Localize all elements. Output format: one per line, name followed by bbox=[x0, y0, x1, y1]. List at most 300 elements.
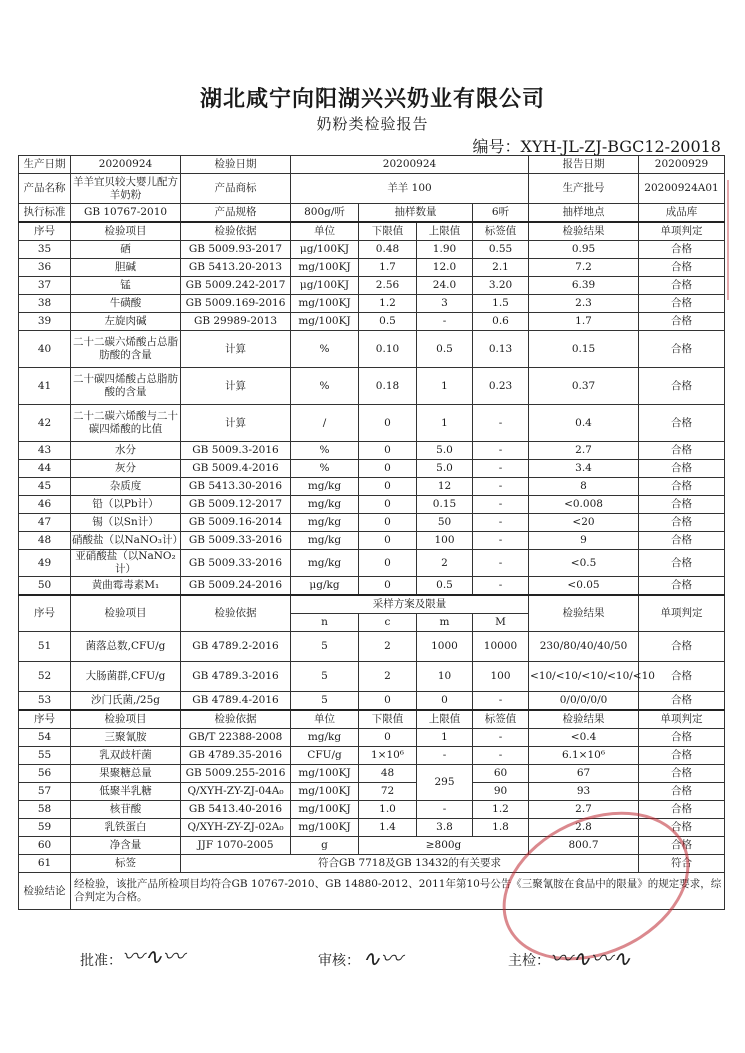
cell-label: - bbox=[473, 496, 529, 514]
cell-item: 沙门氏菌,/25g bbox=[71, 692, 181, 711]
cell-verdict: 合格 bbox=[639, 747, 725, 765]
cell-high: 3 bbox=[417, 295, 473, 313]
cell-m: 0 bbox=[417, 692, 473, 711]
cell-result: <10/<10/<10/<10/<10 bbox=[529, 662, 639, 692]
conclusion-text: 经检验，该批产品所检项目均符合GB 10767-2010、GB 14880-2012、2011年第10号公告《三聚氰胺在食品中的限量》的规定要求，综合判定为合格。 bbox=[71, 873, 725, 910]
cell-label: - bbox=[473, 747, 529, 765]
cell-basis: GB/T 22388-2008 bbox=[181, 729, 291, 747]
column-header: 检验项目 bbox=[71, 222, 181, 241]
cell-item: 杂质度 bbox=[71, 478, 181, 496]
cell-high: 295 bbox=[417, 765, 473, 801]
cell-unit: μg/100KJ bbox=[291, 277, 359, 295]
cell-unit: g bbox=[291, 837, 359, 855]
cell-low: 0 bbox=[359, 478, 417, 496]
column-header: n bbox=[291, 614, 359, 632]
column-header: 下限值 bbox=[359, 710, 417, 729]
test-date: 20200924 bbox=[291, 156, 529, 174]
cell-item: 乳双歧杆菌 bbox=[71, 747, 181, 765]
cell-low: 0.48 bbox=[359, 241, 417, 259]
cell-low: 0 bbox=[359, 496, 417, 514]
cell-result: 2.7 bbox=[529, 442, 639, 460]
column-header: 检验结果 bbox=[529, 222, 639, 241]
prod-date: 20200924 bbox=[71, 156, 181, 174]
cell-result: 800.7 bbox=[529, 837, 639, 855]
cell-basis: GB 5009.4-2016 bbox=[181, 460, 291, 478]
cell-result: 0/0/0/0/0 bbox=[529, 692, 639, 711]
cell-low: 0.10 bbox=[359, 331, 417, 368]
cell-label: - bbox=[473, 460, 529, 478]
cell-low: 0 bbox=[359, 405, 417, 442]
cell-verdict: 合格 bbox=[639, 368, 725, 405]
company-name: 湖北咸宁向阳湖兴兴奶业有限公司 bbox=[199, 86, 545, 112]
table-row bbox=[19, 460, 725, 478]
cell-item: 硝酸盐（以NaNO₃计） bbox=[71, 532, 181, 550]
cell-unit: / bbox=[291, 405, 359, 442]
cell-no: 55 bbox=[19, 747, 71, 765]
cell-unit: mg/100KJ bbox=[291, 313, 359, 331]
cell-result: 8 bbox=[529, 478, 639, 496]
cell-high: 50 bbox=[417, 514, 473, 532]
edge-seal bbox=[727, 180, 745, 300]
cell-no: 36 bbox=[19, 259, 71, 277]
table-row bbox=[19, 313, 725, 331]
brand-label: 产品商标 bbox=[181, 174, 291, 204]
table-row bbox=[19, 405, 725, 442]
cell-no: 61 bbox=[19, 855, 71, 873]
cell-no: 39 bbox=[19, 313, 71, 331]
standard: GB 10767-2010 bbox=[71, 204, 181, 223]
table-row bbox=[19, 692, 725, 711]
cell-unit: mg/kg bbox=[291, 514, 359, 532]
cell-basis: Q/XYH-ZY-ZJ-04A₀ bbox=[181, 783, 291, 801]
reviewer-signature: ∿〰 bbox=[362, 947, 403, 972]
column-header: 上限值 bbox=[417, 710, 473, 729]
cell-no: 51 bbox=[19, 632, 71, 662]
cell-label: - bbox=[473, 577, 529, 596]
cell-basis: GB 5009.24-2016 bbox=[181, 577, 291, 596]
cell-label: - bbox=[473, 442, 529, 460]
cell-label: 90 bbox=[473, 783, 529, 801]
cell-item: 锡（以Sn计） bbox=[71, 514, 181, 532]
cell-verdict: 合格 bbox=[639, 442, 725, 460]
product-name: 羊羊宜贝较大婴儿配方羊奶粉 bbox=[71, 174, 181, 204]
cell-unit: mg/100KJ bbox=[291, 801, 359, 819]
cell-item: 大肠菌群,CFU/g bbox=[71, 662, 181, 692]
sample-qty-label: 抽样数量 bbox=[359, 204, 473, 223]
table-row bbox=[19, 801, 725, 819]
cell-high: - bbox=[417, 747, 473, 765]
cell-basis: GB 5413.40-2016 bbox=[181, 801, 291, 819]
cell-high: 100 bbox=[417, 532, 473, 550]
spec-label: 产品规格 bbox=[181, 204, 291, 223]
cell-low: 0 bbox=[359, 442, 417, 460]
cell-verdict: 合格 bbox=[639, 729, 725, 747]
cell-result: 2.3 bbox=[529, 295, 639, 313]
batch: 20200924A01 bbox=[639, 174, 725, 204]
cell-basis: 计算 bbox=[181, 331, 291, 368]
cell-no: 49 bbox=[19, 550, 71, 577]
report-date: 20200929 bbox=[639, 156, 725, 174]
cell-basis: GB 5009.93-2017 bbox=[181, 241, 291, 259]
cell-item: 低聚半乳糖 bbox=[71, 783, 181, 801]
cell-verdict: 合格 bbox=[639, 331, 725, 368]
cell-label: - bbox=[473, 478, 529, 496]
cell-low: 1×10⁶ bbox=[359, 747, 417, 765]
cell-unit: μg/100KJ bbox=[291, 241, 359, 259]
cell-result: 1.7 bbox=[529, 313, 639, 331]
column-header: c bbox=[359, 614, 417, 632]
cell-high: 12.0 bbox=[417, 259, 473, 277]
table-row bbox=[19, 478, 725, 496]
cell-no: 57 bbox=[19, 783, 71, 801]
cell-unit: mg/kg bbox=[291, 550, 359, 577]
cell-no: 46 bbox=[19, 496, 71, 514]
column-header: M bbox=[473, 614, 529, 632]
cell-verdict: 合格 bbox=[639, 783, 725, 801]
cell-item: 标签 bbox=[71, 855, 181, 873]
cell-no: 53 bbox=[19, 692, 71, 711]
cell-verdict: 合格 bbox=[639, 819, 725, 837]
cell-no: 59 bbox=[19, 819, 71, 837]
prod-date-label: 生产日期 bbox=[19, 156, 71, 174]
cell-result: 6.39 bbox=[529, 277, 639, 295]
cell-item: 菌落总数,CFU/g bbox=[71, 632, 181, 662]
cell-high: 2 bbox=[417, 550, 473, 577]
cell-unit: mg/100KJ bbox=[291, 765, 359, 783]
column-header: 标签值 bbox=[473, 710, 529, 729]
cell-basis: GB 4789.3-2016 bbox=[181, 662, 291, 692]
cell-basis: Q/XYH-ZY-ZJ-02A₀ bbox=[181, 819, 291, 837]
table-row bbox=[19, 259, 725, 277]
column-header: 检验依据 bbox=[181, 710, 291, 729]
cell-result: 3.4 bbox=[529, 460, 639, 478]
cell-unit: % bbox=[291, 368, 359, 405]
cell-no: 43 bbox=[19, 442, 71, 460]
cell-c: 2 bbox=[359, 632, 417, 662]
cell-high: 1 bbox=[417, 729, 473, 747]
cell-label: - bbox=[473, 405, 529, 442]
table-row bbox=[19, 514, 725, 532]
cell-basis: GB 5009.3-2016 bbox=[181, 442, 291, 460]
table-row bbox=[19, 729, 725, 747]
cell-verdict: 符合 bbox=[639, 855, 725, 873]
cell-label: 0.6 bbox=[473, 313, 529, 331]
cell-label: 2.1 bbox=[473, 259, 529, 277]
cell-basis: 计算 bbox=[181, 368, 291, 405]
cell-result: 0.4 bbox=[529, 405, 639, 442]
table-row bbox=[19, 442, 725, 460]
cell-result: 230/80/40/40/50 bbox=[529, 632, 639, 662]
cell-item: 净含量 bbox=[71, 837, 181, 855]
cell-high: 0.5 bbox=[417, 331, 473, 368]
cell-unit: CFU/g bbox=[291, 747, 359, 765]
cell-verdict: 合格 bbox=[639, 765, 725, 783]
cell-high: 5.0 bbox=[417, 442, 473, 460]
cell-low: 0 bbox=[359, 729, 417, 747]
cell-result: <0.5 bbox=[529, 550, 639, 577]
cell-item: 胆碱 bbox=[71, 259, 181, 277]
column-header: 单项判定 bbox=[639, 710, 725, 729]
cell-verdict: 合格 bbox=[639, 295, 725, 313]
cell-unit: mg/100KJ bbox=[291, 783, 359, 801]
cell-verdict: 合格 bbox=[639, 460, 725, 478]
cell-verdict: 合格 bbox=[639, 801, 725, 819]
cell-verdict: 合格 bbox=[639, 277, 725, 295]
cell-low: 2.56 bbox=[359, 277, 417, 295]
cell-low: 0 bbox=[359, 550, 417, 577]
cell-basis: GB 4789.4-2016 bbox=[181, 692, 291, 711]
column-header: 单项判定 bbox=[639, 595, 725, 632]
cell-label: 1.8 bbox=[473, 819, 529, 837]
column-header: 检验项目 bbox=[71, 710, 181, 729]
column-header: 标签值 bbox=[473, 222, 529, 241]
cell-result: 67 bbox=[529, 765, 639, 783]
cell-verdict: 合格 bbox=[639, 632, 725, 662]
sample-place-label: 抽样地点 bbox=[529, 204, 639, 223]
cell-item: 三聚氰胺 bbox=[71, 729, 181, 747]
cell-item: 水分 bbox=[71, 442, 181, 460]
cell-basis: 计算 bbox=[181, 405, 291, 442]
cell-limit: 符合GB 7718及GB 13432的有关要求 bbox=[181, 855, 639, 873]
cell-result: 2.7 bbox=[529, 801, 639, 819]
column-header: m bbox=[417, 614, 473, 632]
cell-result: 0.37 bbox=[529, 368, 639, 405]
cell-verdict: 合格 bbox=[639, 514, 725, 532]
cell-high: - bbox=[417, 313, 473, 331]
cell-n: 5 bbox=[291, 662, 359, 692]
cell-high: 5.0 bbox=[417, 460, 473, 478]
cell-label: 0.13 bbox=[473, 331, 529, 368]
column-header: 检验结果 bbox=[529, 710, 639, 729]
cell-item: 果聚糖总量 bbox=[71, 765, 181, 783]
cell-high: 3.8 bbox=[417, 819, 473, 837]
cell-low: 72 bbox=[359, 783, 417, 801]
table-row bbox=[19, 765, 725, 783]
inspector-signature: 〰∿〰∿ bbox=[550, 947, 631, 972]
cell-low: 1.4 bbox=[359, 819, 417, 837]
cell-item: 二十碳四烯酸占总脂肪酸的含量 bbox=[71, 368, 181, 405]
cell-item: 二十二碳六烯酸占总脂肪酸的含量 bbox=[71, 331, 181, 368]
prepare-label: 主检： bbox=[508, 953, 550, 969]
cell-result: 93 bbox=[529, 783, 639, 801]
cell-item: 乳铁蛋白 bbox=[71, 819, 181, 837]
cell-unit: % bbox=[291, 442, 359, 460]
cell-low: 0 bbox=[359, 532, 417, 550]
cell-high: 12 bbox=[417, 478, 473, 496]
cell-low: 1.2 bbox=[359, 295, 417, 313]
cell-result: 2.8 bbox=[529, 819, 639, 837]
cell-high: 1 bbox=[417, 405, 473, 442]
cell-label: - bbox=[473, 550, 529, 577]
cell-basis: GB 5009.16-2014 bbox=[181, 514, 291, 532]
cell-n: 5 bbox=[291, 692, 359, 711]
column-header: 序号 bbox=[19, 222, 71, 241]
review-label: 审核： bbox=[318, 953, 360, 969]
cell-basis: GB 29989-2013 bbox=[181, 313, 291, 331]
cell-verdict: 合格 bbox=[639, 662, 725, 692]
cell-no: 41 bbox=[19, 368, 71, 405]
cell-unit: μg/kg bbox=[291, 577, 359, 596]
table-row bbox=[19, 632, 725, 662]
cell-item: 亚硝酸盐（以NaNO₂计） bbox=[71, 550, 181, 577]
cell-no: 35 bbox=[19, 241, 71, 259]
cell-M: - bbox=[473, 692, 529, 711]
cell-high: - bbox=[417, 801, 473, 819]
cell-low: 0.18 bbox=[359, 368, 417, 405]
cell-label: 3.20 bbox=[473, 277, 529, 295]
table-row bbox=[19, 368, 725, 405]
column-header: 检验项目 bbox=[71, 595, 181, 632]
cell-result: 0.95 bbox=[529, 241, 639, 259]
cell-M: 100 bbox=[473, 662, 529, 692]
table-row bbox=[19, 532, 725, 550]
cell-verdict: 合格 bbox=[639, 550, 725, 577]
cell-unit: mg/100KJ bbox=[291, 819, 359, 837]
cell-low: 0 bbox=[359, 460, 417, 478]
batch-label: 生产批号 bbox=[529, 174, 639, 204]
column-header: 上限值 bbox=[417, 222, 473, 241]
product-name-label: 产品名称 bbox=[19, 174, 71, 204]
cell-basis: GB 5009.169-2016 bbox=[181, 295, 291, 313]
cell-verdict: 合格 bbox=[639, 577, 725, 596]
cell-verdict: 合格 bbox=[639, 313, 725, 331]
cell-no: 37 bbox=[19, 277, 71, 295]
cell-low: 0 bbox=[359, 514, 417, 532]
inspection-table bbox=[18, 155, 725, 910]
cell-low: 1.7 bbox=[359, 259, 417, 277]
brand: 羊羊 100 bbox=[291, 174, 529, 204]
cell-verdict: 合格 bbox=[639, 837, 725, 855]
cell-basis: GB 5009.12-2017 bbox=[181, 496, 291, 514]
cell-basis: GB 5009.33-2016 bbox=[181, 550, 291, 577]
cell-item: 锰 bbox=[71, 277, 181, 295]
cell-no: 40 bbox=[19, 331, 71, 368]
approve-label: 批准： bbox=[80, 953, 122, 969]
cell-verdict: 合格 bbox=[639, 692, 725, 711]
cell-no: 45 bbox=[19, 478, 71, 496]
cell-low: 0 bbox=[359, 577, 417, 596]
cell-no: 54 bbox=[19, 729, 71, 747]
cell-unit: % bbox=[291, 460, 359, 478]
cell-basis: GB 5413.20-2013 bbox=[181, 259, 291, 277]
cell-no: 52 bbox=[19, 662, 71, 692]
conclusion-label: 检验结论 bbox=[19, 873, 71, 910]
cell-item: 铅（以Pb计） bbox=[71, 496, 181, 514]
cell-no: 38 bbox=[19, 295, 71, 313]
cell-no: 60 bbox=[19, 837, 71, 855]
cell-label: 0.23 bbox=[473, 368, 529, 405]
cell-basis: GB 5009.242-2017 bbox=[181, 277, 291, 295]
cell-result: 0.15 bbox=[529, 331, 639, 368]
cell-label: - bbox=[473, 532, 529, 550]
cell-basis: GB 5009.33-2016 bbox=[181, 532, 291, 550]
cell-low: 0.5 bbox=[359, 313, 417, 331]
sample-qty: 6听 bbox=[473, 204, 529, 223]
cell-m: 1000 bbox=[417, 632, 473, 662]
column-header: 检验依据 bbox=[181, 222, 291, 241]
document-number: 编号：XYH-JL-ZJ-BGC12-20018 bbox=[472, 137, 721, 156]
cell-item: 牛磺酸 bbox=[71, 295, 181, 313]
table-row bbox=[19, 277, 725, 295]
table-row bbox=[19, 747, 725, 765]
cell-m: 10 bbox=[417, 662, 473, 692]
cell-c: 2 bbox=[359, 662, 417, 692]
cell-result: 7.2 bbox=[529, 259, 639, 277]
cell-no: 58 bbox=[19, 801, 71, 819]
standard-label: 执行标准 bbox=[19, 204, 71, 223]
cell-unit: mg/kg bbox=[291, 729, 359, 747]
cell-no: 47 bbox=[19, 514, 71, 532]
table-row bbox=[19, 577, 725, 596]
cell-verdict: 合格 bbox=[639, 496, 725, 514]
cell-basis: GB 4789.2-2016 bbox=[181, 632, 291, 662]
column-header: 序号 bbox=[19, 710, 71, 729]
cell-unit: mg/kg bbox=[291, 496, 359, 514]
cell-item: 核苷酸 bbox=[71, 801, 181, 819]
spec: 800g/听 bbox=[291, 204, 359, 223]
column-header: 单位 bbox=[291, 710, 359, 729]
cell-high: 1.90 bbox=[417, 241, 473, 259]
cell-basis: GB 5009.255-2016 bbox=[181, 765, 291, 783]
cell-label: 60 bbox=[473, 765, 529, 783]
table-row bbox=[19, 295, 725, 313]
table-row bbox=[19, 783, 725, 801]
table-row bbox=[19, 550, 725, 577]
column-header: 采样方案及限量 bbox=[291, 595, 529, 614]
cell-no: 44 bbox=[19, 460, 71, 478]
cell-result: <0.4 bbox=[529, 729, 639, 747]
cell-item: 左旋肉碱 bbox=[71, 313, 181, 331]
cell-verdict: 合格 bbox=[639, 405, 725, 442]
cell-unit: mg/kg bbox=[291, 478, 359, 496]
cell-M: 10000 bbox=[473, 632, 529, 662]
cell-basis: GB 5413.30-2016 bbox=[181, 478, 291, 496]
column-header: 序号 bbox=[19, 595, 71, 632]
cell-label: 1.2 bbox=[473, 801, 529, 819]
cell-unit: mg/kg bbox=[291, 532, 359, 550]
cell-label: - bbox=[473, 514, 529, 532]
cell-basis: GB 4789.35-2016 bbox=[181, 747, 291, 765]
cell-unit: % bbox=[291, 331, 359, 368]
cell-result: 6.1×10⁶ bbox=[529, 747, 639, 765]
cell-low: 48 bbox=[359, 765, 417, 783]
cell-high: 24.0 bbox=[417, 277, 473, 295]
cell-high: 0.5 bbox=[417, 577, 473, 596]
table-row bbox=[19, 819, 725, 837]
cell-result: 9 bbox=[529, 532, 639, 550]
cell-result: <20 bbox=[529, 514, 639, 532]
table-row bbox=[19, 241, 725, 259]
cell-no: 56 bbox=[19, 765, 71, 783]
cell-n: 5 bbox=[291, 632, 359, 662]
cell-label: - bbox=[473, 729, 529, 747]
cell-item: 硒 bbox=[71, 241, 181, 259]
column-header: 检验结果 bbox=[529, 595, 639, 632]
column-header: 检验依据 bbox=[181, 595, 291, 632]
cell-verdict: 合格 bbox=[639, 532, 725, 550]
cell-basis: JJF 1070-2005 bbox=[181, 837, 291, 855]
cell-no: 48 bbox=[19, 532, 71, 550]
cell-verdict: 合格 bbox=[639, 241, 725, 259]
table-row bbox=[19, 855, 725, 873]
cell-item: 二十二碳六烯酸与二十碳四烯酸的比值 bbox=[71, 405, 181, 442]
cell-unit: mg/100KJ bbox=[291, 295, 359, 313]
sample-place: 成品库 bbox=[639, 204, 725, 223]
cell-result: <0.008 bbox=[529, 496, 639, 514]
column-header: 单项判定 bbox=[639, 222, 725, 241]
cell-no: 50 bbox=[19, 577, 71, 596]
table-row bbox=[19, 331, 725, 368]
